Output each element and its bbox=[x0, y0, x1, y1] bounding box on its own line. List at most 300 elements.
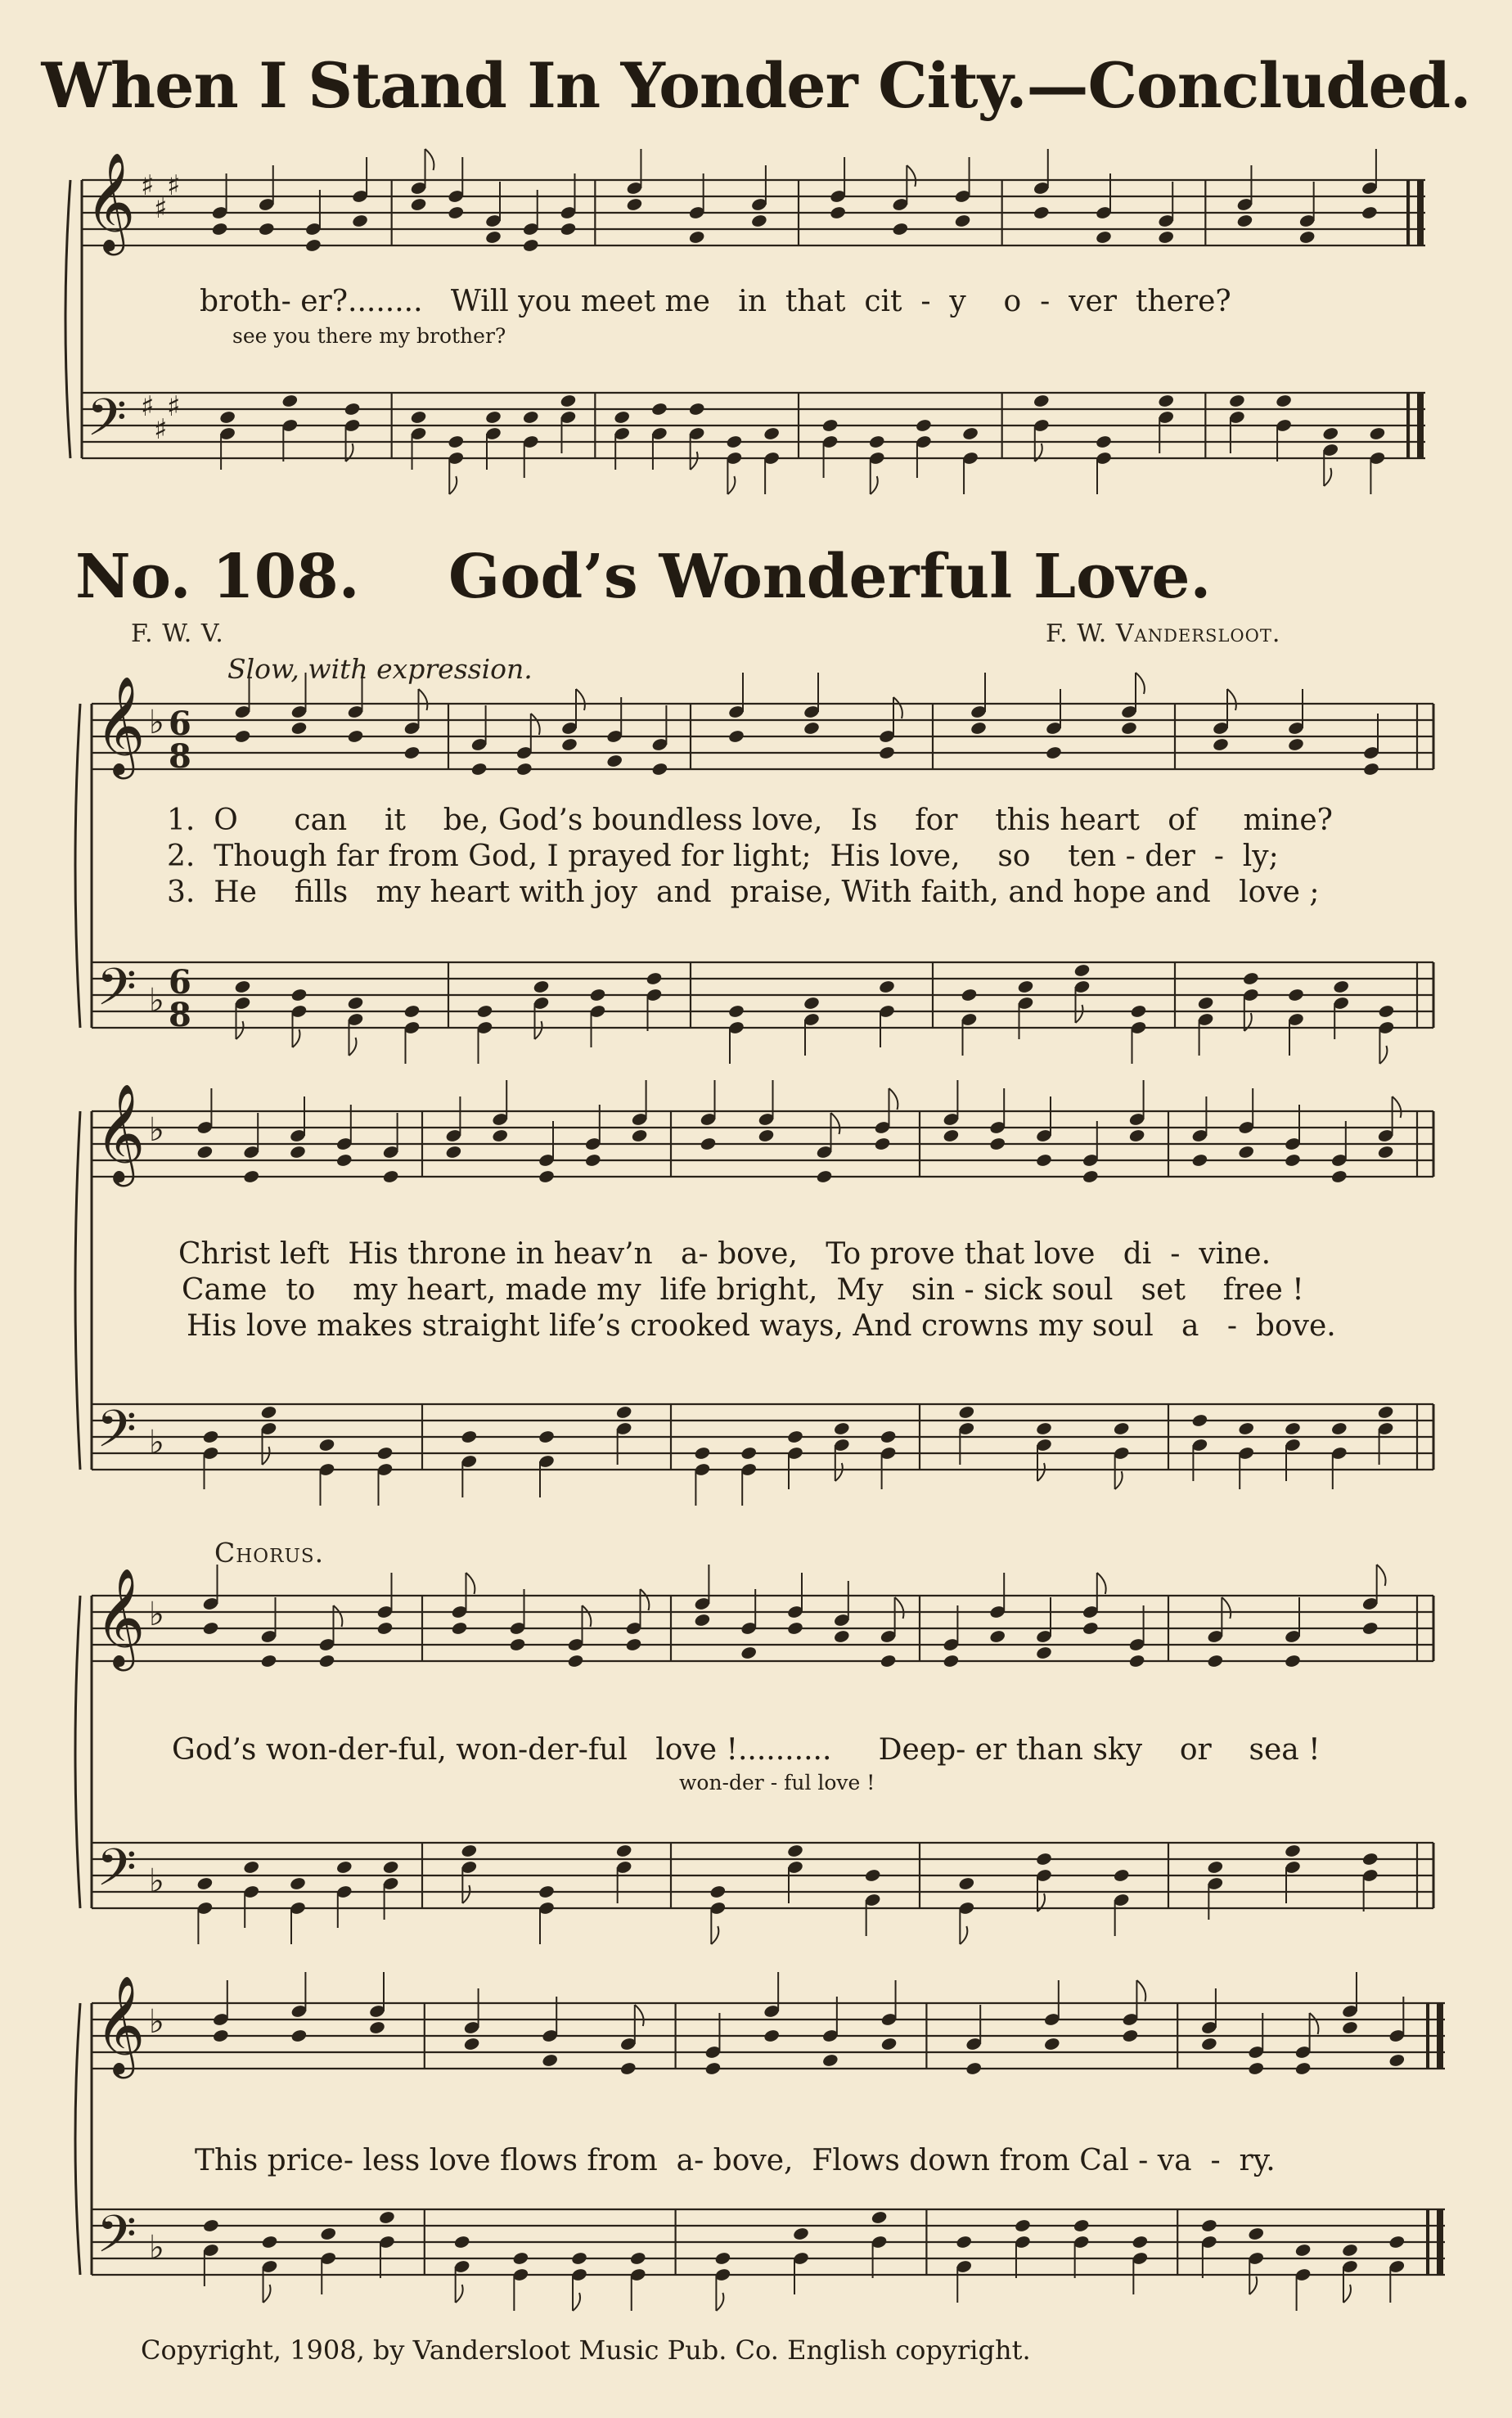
note-head bbox=[1033, 205, 1050, 220]
note-flag bbox=[263, 1447, 270, 1465]
note-flag bbox=[1097, 1573, 1106, 1594]
note-head bbox=[376, 1621, 394, 1636]
note-head bbox=[829, 205, 846, 220]
note-head bbox=[694, 1446, 711, 1461]
composer-credit: F. W. Vandersloot. bbox=[1046, 619, 1281, 648]
note-head bbox=[1242, 971, 1259, 986]
note-head bbox=[1238, 1421, 1255, 1436]
note-head bbox=[786, 1430, 803, 1444]
note-head bbox=[470, 762, 488, 777]
note-head bbox=[461, 1844, 478, 1858]
note-head bbox=[1287, 988, 1304, 1002]
note-head bbox=[234, 979, 251, 994]
verse-1-line-2: Christ left His throne in heav’n a- bove, To prove that love di - vine. bbox=[178, 1237, 1271, 1271]
time-signature-top: 6 bbox=[169, 705, 191, 743]
note-head bbox=[281, 394, 299, 408]
note-head bbox=[758, 1128, 775, 1143]
note-head bbox=[625, 1637, 642, 1652]
note-head bbox=[512, 2251, 529, 2266]
note-flag bbox=[263, 2285, 271, 2303]
note-flag bbox=[716, 2293, 723, 2311]
note-head bbox=[290, 721, 308, 736]
note-head bbox=[234, 729, 251, 744]
note-head bbox=[740, 1446, 758, 1461]
note-head bbox=[584, 1153, 601, 1168]
bass-clef-icon: 𝄢 bbox=[97, 1398, 137, 1471]
note-head bbox=[1158, 230, 1175, 245]
note-head bbox=[714, 2251, 731, 2266]
note-head bbox=[803, 721, 820, 736]
chorus-echo: won-der - ful love ! bbox=[679, 1771, 875, 1794]
note-head bbox=[833, 1421, 850, 1436]
note-head bbox=[378, 2210, 395, 2225]
note-head bbox=[1128, 1654, 1145, 1668]
note-head bbox=[954, 214, 971, 228]
note-head bbox=[1035, 1421, 1052, 1436]
note-head bbox=[943, 1128, 960, 1143]
note-head bbox=[1361, 205, 1378, 220]
note-head bbox=[1238, 1145, 1255, 1159]
flat-icon: ♭ bbox=[149, 2003, 164, 2041]
note-head bbox=[484, 410, 502, 425]
note-head bbox=[727, 1004, 745, 1019]
note-head bbox=[1017, 979, 1034, 994]
note-flag bbox=[334, 1605, 343, 1627]
note-head bbox=[763, 2029, 780, 2043]
note-flag bbox=[1377, 1565, 1386, 1586]
note-head bbox=[290, 2029, 308, 2043]
system-brace bbox=[75, 1111, 80, 1470]
note-flag bbox=[1076, 1005, 1083, 1023]
note-head bbox=[943, 1654, 960, 1668]
verse-1-line-1: 1. O can it be, God’s boundless love, Is for this heart of mine? bbox=[167, 804, 1333, 837]
note-flag bbox=[1310, 2013, 1319, 2034]
note-head bbox=[1207, 1654, 1224, 1668]
hymn-title: God’s Wonderful Love. bbox=[448, 542, 1212, 612]
note-head bbox=[570, 2251, 587, 2266]
note-flag bbox=[907, 165, 916, 187]
final-barline bbox=[1437, 2209, 1443, 2275]
note-head bbox=[961, 988, 978, 1002]
note-head bbox=[1043, 2037, 1060, 2051]
note-head bbox=[1284, 1844, 1301, 1858]
sharp-icon: ♯ bbox=[154, 413, 168, 446]
note-head bbox=[1369, 426, 1386, 441]
flat-icon: ♭ bbox=[149, 704, 164, 741]
note-head bbox=[492, 1128, 509, 1143]
note-flag bbox=[960, 1926, 967, 1944]
note-head bbox=[704, 2061, 722, 2076]
note-head bbox=[1191, 1153, 1208, 1168]
final-barline bbox=[1417, 180, 1424, 245]
note-flag bbox=[1379, 1046, 1387, 1064]
chorus-line-1: God’s won-der-ful, won-der-ful love !.......... Deep- er than sky or sea ! bbox=[172, 1733, 1321, 1767]
verse-3-line-1: 3. He fills my heart with joy and praise, With faith, and hope and love ; bbox=[167, 876, 1320, 909]
note-flag bbox=[425, 149, 434, 170]
sharp-icon: ♯ bbox=[141, 169, 155, 202]
note-head bbox=[403, 745, 421, 760]
note-head bbox=[1330, 1169, 1348, 1184]
note-head bbox=[700, 1137, 717, 1151]
verse-2-line-2: Came to my heart, made my life bright, My sin - sick soul set free ! bbox=[182, 1273, 1304, 1307]
note-head bbox=[509, 1637, 526, 1652]
note-head bbox=[1341, 2243, 1358, 2258]
sharp-icon: ♯ bbox=[141, 390, 155, 423]
note-head bbox=[1236, 214, 1253, 228]
note-head bbox=[211, 222, 228, 236]
note-flag bbox=[531, 714, 540, 735]
note-flag bbox=[1136, 673, 1145, 694]
note-flag bbox=[1227, 689, 1236, 710]
note-head bbox=[1207, 1860, 1224, 1875]
note-flag bbox=[456, 2285, 463, 2303]
note-head bbox=[989, 1137, 1006, 1151]
note-flag bbox=[449, 476, 457, 494]
note-head bbox=[1200, 2218, 1217, 2233]
note-head bbox=[1284, 1153, 1301, 1168]
note-head bbox=[619, 2061, 637, 2076]
note-head bbox=[347, 996, 364, 1011]
note-head bbox=[1200, 2037, 1217, 2051]
note-head bbox=[629, 2251, 646, 2266]
note-head bbox=[335, 1153, 353, 1168]
note-head bbox=[1228, 394, 1245, 408]
note-head bbox=[763, 426, 780, 441]
note-head bbox=[560, 737, 578, 752]
note-flag bbox=[893, 697, 902, 718]
note-head bbox=[880, 1430, 897, 1444]
note-head bbox=[786, 1844, 803, 1858]
note-head bbox=[878, 979, 895, 994]
note-flag bbox=[1324, 468, 1331, 486]
note-head bbox=[243, 1169, 260, 1184]
note-head bbox=[1082, 1621, 1099, 1636]
treble-clef-icon: 𝄞 bbox=[95, 1974, 146, 2074]
note-head bbox=[410, 410, 427, 425]
note-flag bbox=[466, 1573, 475, 1594]
note-head bbox=[646, 971, 663, 986]
note-head bbox=[1362, 762, 1379, 777]
note-head bbox=[1035, 1153, 1052, 1168]
note-head bbox=[631, 1128, 648, 1143]
treble-clef-icon: 𝄞 bbox=[85, 151, 136, 251]
note-head bbox=[218, 410, 236, 425]
note-head bbox=[750, 214, 767, 228]
note-flag bbox=[635, 2005, 644, 2026]
note-head bbox=[376, 1446, 394, 1461]
note-head bbox=[212, 2029, 229, 2043]
note-head bbox=[1294, 2061, 1312, 2076]
note-head bbox=[615, 1405, 632, 1420]
note-head bbox=[915, 418, 932, 433]
note-flag bbox=[835, 1463, 843, 1481]
note-head bbox=[448, 205, 465, 220]
note-head bbox=[382, 1860, 399, 1875]
note-head bbox=[1073, 963, 1091, 978]
note-head bbox=[650, 402, 668, 417]
note-head bbox=[1275, 394, 1292, 408]
note-head bbox=[1082, 1169, 1099, 1184]
note-head bbox=[533, 979, 550, 994]
note-flag bbox=[895, 1597, 904, 1619]
note-head bbox=[958, 1876, 975, 1891]
note-head bbox=[289, 1145, 306, 1159]
note-head bbox=[260, 1405, 277, 1420]
note-head bbox=[1322, 426, 1339, 441]
note-head bbox=[515, 762, 533, 777]
time-signature-top: 6 bbox=[169, 963, 191, 1002]
hymn-number: No. 108. bbox=[75, 542, 360, 612]
treble-clef-icon: 𝄞 bbox=[95, 1083, 146, 1182]
note-head bbox=[816, 1169, 833, 1184]
note-head bbox=[626, 197, 643, 212]
note-head bbox=[821, 418, 839, 433]
verse-3-line-2: His love makes straight life’s crooked ways, And crowns my soul a - bove. bbox=[187, 1309, 1336, 1343]
page-title: When I Stand In Yonder City.—Concluded. bbox=[41, 49, 1471, 122]
note-head bbox=[453, 2235, 470, 2249]
chorus-line-2: This price- less love flows from a- bove, Flows down from Cal - va - ry. bbox=[195, 2144, 1276, 2177]
note-flag bbox=[1249, 2276, 1257, 2294]
note-head bbox=[868, 435, 885, 449]
note-flag bbox=[535, 1021, 542, 1039]
note-head bbox=[1095, 435, 1112, 449]
flat-icon: ♭ bbox=[149, 1596, 164, 1633]
bass-clef-icon: 𝄢 bbox=[87, 387, 127, 460]
chorus-label: Chorus. bbox=[214, 1537, 325, 1569]
note-flag bbox=[293, 1029, 300, 1047]
note-flag bbox=[641, 1589, 650, 1610]
note-head bbox=[892, 222, 909, 236]
note-head bbox=[1298, 230, 1316, 245]
note-head bbox=[368, 2020, 385, 2035]
bass-clef-icon: 𝄢 bbox=[97, 2204, 137, 2276]
note-head bbox=[740, 1646, 758, 1660]
note-head bbox=[958, 1405, 975, 1420]
note-head bbox=[560, 222, 577, 236]
note-head bbox=[792, 2227, 809, 2241]
note-head bbox=[202, 2218, 219, 2233]
note-flag bbox=[691, 452, 698, 470]
note-head bbox=[318, 1654, 335, 1668]
note-head bbox=[1033, 394, 1050, 408]
note-flag bbox=[871, 476, 878, 494]
note-head bbox=[1132, 2235, 1149, 2249]
note-head bbox=[196, 1876, 214, 1891]
note-head bbox=[786, 1621, 803, 1636]
note-head bbox=[1035, 1852, 1052, 1866]
sharp-icon: ♯ bbox=[167, 390, 181, 423]
final-barline bbox=[1417, 393, 1424, 458]
note-head bbox=[382, 1169, 399, 1184]
note-head bbox=[1197, 996, 1214, 1011]
copyright-notice: Copyright, 1908, by Vandersloot Music Pub. Co. English copyright. bbox=[141, 2335, 1031, 2366]
note-head bbox=[606, 754, 623, 768]
concluded-echo-lyric: see you there my brother? bbox=[232, 324, 506, 348]
note-flag bbox=[576, 689, 585, 710]
note-flag bbox=[1222, 1597, 1231, 1619]
note-flag bbox=[236, 1021, 244, 1039]
sharp-icon: ♯ bbox=[167, 169, 181, 202]
note-head bbox=[410, 197, 427, 212]
note-head bbox=[1128, 1128, 1145, 1143]
note-head bbox=[258, 222, 275, 236]
note-head bbox=[1333, 979, 1350, 994]
note-head bbox=[260, 1654, 277, 1668]
note-head bbox=[243, 1860, 260, 1875]
note-head bbox=[1287, 737, 1304, 752]
note-flag bbox=[1037, 1463, 1045, 1481]
note-head bbox=[1212, 737, 1229, 752]
note-head bbox=[694, 1613, 711, 1628]
note-head bbox=[463, 2037, 480, 2051]
note-head bbox=[538, 1169, 555, 1184]
note-head bbox=[202, 1621, 219, 1636]
note-head bbox=[651, 762, 668, 777]
note-head bbox=[202, 1430, 219, 1444]
note-flag bbox=[711, 1926, 718, 1944]
note-head bbox=[1388, 2053, 1406, 2068]
note-head bbox=[304, 238, 322, 253]
system-brace bbox=[75, 2003, 80, 2275]
note-head bbox=[335, 1860, 353, 1875]
note-head bbox=[1361, 1852, 1379, 1866]
note-head bbox=[1073, 2218, 1090, 2233]
note-head bbox=[1330, 1421, 1348, 1436]
note-head bbox=[878, 745, 895, 760]
flat-icon: ♭ bbox=[149, 1424, 164, 1461]
note-head bbox=[821, 2053, 839, 2068]
system-brace bbox=[75, 704, 80, 1028]
note-head bbox=[864, 1868, 881, 1883]
note-head bbox=[538, 1430, 555, 1444]
note-head bbox=[1113, 1868, 1130, 1883]
flat-icon: ♭ bbox=[149, 982, 164, 1020]
note-head bbox=[1191, 1413, 1208, 1428]
note-head bbox=[956, 2235, 973, 2249]
note-head bbox=[614, 410, 631, 425]
note-head bbox=[1035, 1646, 1052, 1660]
flat-icon: ♭ bbox=[149, 2229, 164, 2267]
note-head bbox=[445, 1145, 462, 1159]
note-head bbox=[1130, 1004, 1147, 1019]
note-head bbox=[1248, 2061, 1265, 2076]
note-flag bbox=[727, 476, 735, 494]
note-head bbox=[351, 214, 368, 228]
flat-icon: ♭ bbox=[149, 1862, 164, 1900]
concluded-lyric: broth- er?........ Will you meet me in that cit - y o - ver there? bbox=[200, 285, 1231, 318]
note-flag bbox=[349, 1038, 357, 1056]
note-head bbox=[880, 2037, 898, 2051]
note-head bbox=[970, 721, 987, 736]
note-head bbox=[522, 238, 539, 253]
note-head bbox=[1377, 1405, 1394, 1420]
note-head bbox=[290, 988, 308, 1002]
note-head bbox=[965, 2061, 983, 2076]
note-head bbox=[589, 988, 606, 1002]
note-head bbox=[542, 2053, 559, 2068]
note-head bbox=[1095, 230, 1112, 245]
note-head bbox=[874, 1137, 891, 1151]
note-head bbox=[196, 1145, 214, 1159]
note-head bbox=[318, 1438, 335, 1452]
note-head bbox=[1045, 745, 1062, 760]
note-head bbox=[871, 2210, 888, 2225]
note-head bbox=[522, 410, 539, 425]
bass-clef-icon: 𝄢 bbox=[97, 957, 137, 1029]
note-head bbox=[1284, 1421, 1301, 1436]
note-head bbox=[1158, 394, 1175, 408]
note-head bbox=[709, 1884, 727, 1899]
note-head bbox=[1388, 2235, 1406, 2249]
note-head bbox=[833, 1629, 850, 1644]
time-signature-bottom: 8 bbox=[169, 996, 191, 1034]
note-head bbox=[560, 394, 577, 408]
note-flag bbox=[1393, 1096, 1402, 1118]
note-flag bbox=[1115, 1471, 1123, 1489]
note-flag bbox=[831, 1113, 840, 1134]
note-flag bbox=[419, 689, 428, 710]
note-head bbox=[320, 2227, 337, 2241]
note-flag bbox=[583, 1605, 592, 1627]
note-head bbox=[1284, 1654, 1301, 1668]
note-head bbox=[1377, 1145, 1394, 1159]
final-barline bbox=[1437, 2003, 1443, 2069]
note-flag bbox=[1136, 1980, 1145, 2001]
treble-clef-icon: 𝄞 bbox=[95, 675, 146, 775]
bass-clef-icon: 𝄢 bbox=[97, 1837, 137, 1910]
note-head bbox=[448, 435, 465, 449]
note-head bbox=[989, 1629, 1006, 1644]
note-head bbox=[538, 1884, 555, 1899]
note-head bbox=[961, 426, 979, 441]
note-head bbox=[727, 729, 745, 744]
treble-clef-icon: 𝄞 bbox=[95, 1567, 146, 1667]
note-head bbox=[615, 1844, 632, 1858]
note-head bbox=[461, 1430, 478, 1444]
note-flag bbox=[462, 1885, 470, 1903]
system-brace bbox=[65, 180, 70, 458]
note-head bbox=[261, 2235, 278, 2249]
note-head bbox=[347, 729, 364, 744]
lyricist-credit: F. W. V. bbox=[131, 619, 224, 648]
note-head bbox=[344, 402, 361, 417]
flat-icon: ♭ bbox=[149, 1111, 164, 1149]
note-head bbox=[1378, 1004, 1395, 1019]
note-head bbox=[567, 1654, 584, 1668]
note-head bbox=[484, 230, 502, 245]
sharp-icon: ♯ bbox=[154, 192, 168, 225]
note-flag bbox=[573, 2293, 580, 2311]
note-head bbox=[688, 230, 705, 245]
note-head bbox=[1248, 2227, 1265, 2241]
note-flag bbox=[1343, 2285, 1351, 2303]
note-head bbox=[1294, 2243, 1312, 2258]
note-head bbox=[1341, 2020, 1358, 2035]
note-head bbox=[289, 1876, 306, 1891]
tempo-marking: Slow, with expression. bbox=[227, 653, 533, 685]
note-head bbox=[1113, 1421, 1130, 1436]
note-head bbox=[1014, 2218, 1031, 2233]
verse-2-line-1: 2. Though far from God, I prayed for light; His love, so ten - der - ly; bbox=[167, 840, 1279, 873]
note-head bbox=[1361, 1621, 1379, 1636]
system-brace bbox=[75, 1596, 80, 1908]
note-head bbox=[880, 1654, 897, 1668]
note-head bbox=[803, 996, 820, 1011]
note-head bbox=[688, 402, 705, 417]
note-head bbox=[1122, 2029, 1139, 2043]
note-head bbox=[451, 1621, 468, 1636]
time-signature-bottom: 8 bbox=[169, 737, 191, 776]
